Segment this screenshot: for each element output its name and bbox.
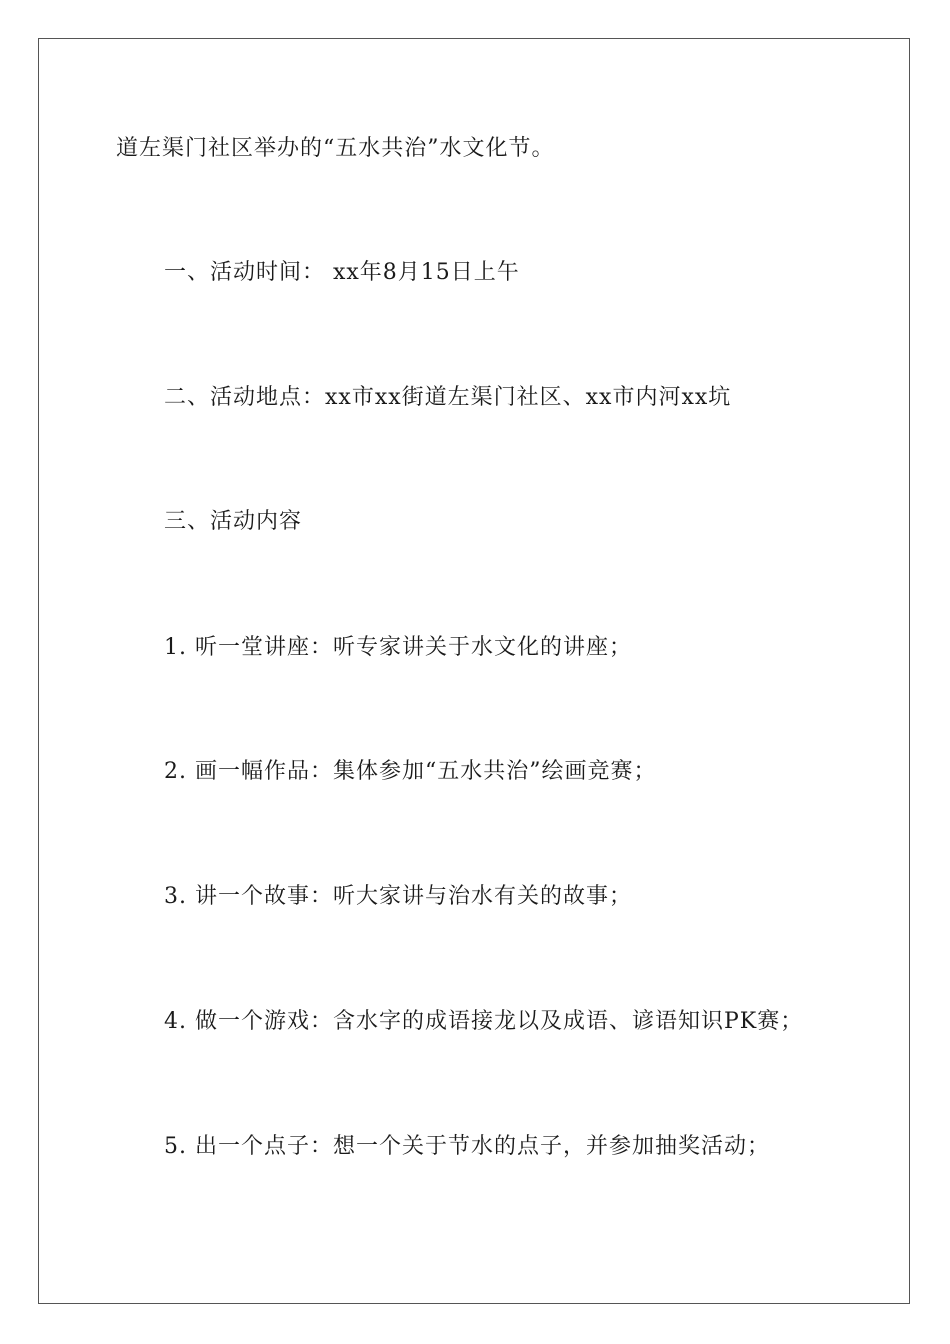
list-item-1: 1. 听一堂讲座：听专家讲关于水文化的讲座； (164, 635, 632, 660)
section-location: 二、活动地点：xx市xx街道左渠门社区、xx市内河xx坑 (164, 385, 732, 410)
intro-line: 道左渠门社区举办的“五水共治”水文化节。 (116, 136, 555, 161)
list-item-2: 2. 画一幅作品：集体参加“五水共治”绘画竞赛； (164, 759, 657, 784)
list-item-3: 3. 讲一个故事：听大家讲与治水有关的故事； (164, 884, 632, 909)
list-item-5: 5. 出一个点子：想一个关于节水的点子，并参加抽奖活动； (164, 1134, 770, 1159)
page-border (38, 38, 910, 1304)
section-content-heading: 三、活动内容 (164, 509, 303, 534)
section-time: 一、活动时间： xx年8月15日上午 (164, 260, 520, 285)
list-item-4: 4. 做一个游戏：含水字的成语接龙以及成语、谚语知识PK赛； (164, 1009, 804, 1034)
